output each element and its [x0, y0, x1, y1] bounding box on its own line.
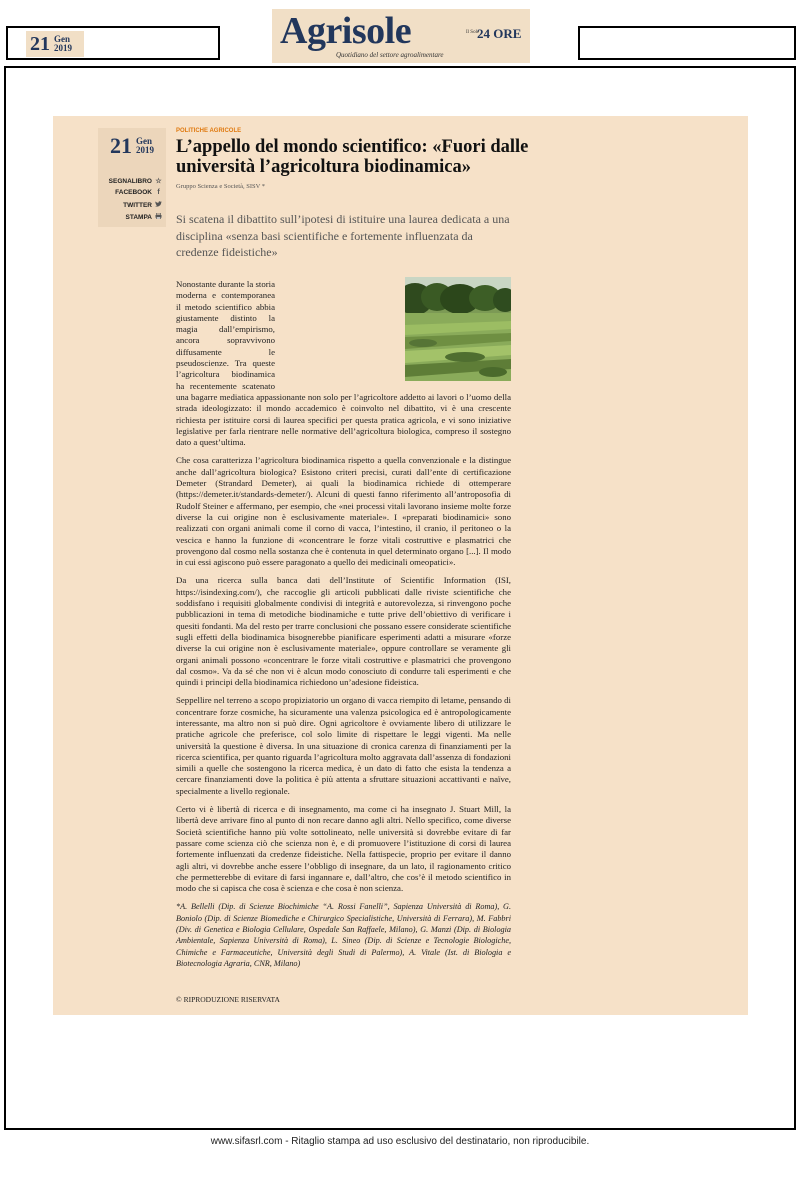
sidebar-day: 21 — [110, 133, 132, 158]
article-paragraph: Che cosa caratterizza l’agricoltura biodinamica rispetto a quella convenzionale e la distingue anche dall’agricoltura biologica? Esistono criteri precisi, curati dall’ente di certificazione Demeter (Strandard Demeter), ai quali la biodinamica richiede di ottemperare (https://demeter.it/standards-demeter/). Alcuni di questi fanno riferimento all’antroposofia di Rudolf Steiner e affermano, per esempio, che «nei processi vitali lavorano insieme molte forze diverse la cui origine non è esclusivamente materiale». I «preparati biodinamici» sono realizzati con organi animali come il corno di vacca, l’intestino, il cranio, il peritoneo o la vescica e hanno la funzione di «concentrare le forze vitali costruttive e plasmatrici che provengono dal cosmo nella sostanza che è contenuta in quel determinato organo [...]. Il modo in cui essi agiscono può essere paragonato a quello dei medicinali omeopatici». — [176, 455, 511, 568]
share-bookmark[interactable] — [109, 177, 162, 185]
article-body — [176, 279, 511, 976]
article-paragraph: Certo vi è libertà di ricerca e di insegnamento, ma come ci ha insegnato J. Stuart Mill, la libertà deve arrivare fino al punto di non recare danno agli altri. Nello specifico, come diverse Società scientifiche hanno più volte sottolineato, nelle università si dovrebbe evitare di far passare come scienza ciò che scienza non è, e di promuovere l’istituzione di corsi di laurea fortemente influenzati da credenze fideistiche. Nella fattispecie, proprio per evitare il danno agli altri, vi dovrebbe anche essere l’obbligo di insegnare, da un lato, il ragionamento critico che permetterebbe di evitare di farsi ingannare e, dall’altro, che cos’è il metodo scientifico in modo che si capisca che cosa è scienza e che cosa è non scienza. — [176, 804, 511, 894]
article-footnote: *A. Bellelli (Dip. di Scienze Biochimiche “A. Rossi Fanelli”, Sapienza Università di Roma), G. Boniolo (Dip. di Scienze Biomediche e Chirurgico Specialistiche, Università di Ferrara), M. Fabbri (Div. di Genetica e Biologia Cellulare, Ospedale San Raffaele, Milano), G. Manzi (Dip. di Biologia Ambientale, Sapienza Università di Roma), L. Sineo (Dip. di Scienze e Tecnologie Biologiche, Chimiche e Farmaceutiche, Università degli Studi di Palermo), A. Vitale (Ist. di Biologia e Biotecnologia Agraria, CNR, Milano) — [176, 902, 511, 968]
article-paragraph: Nonostante durante la storia moderna e contemporanea il metodo scientifico abbia giustamente distinto la magia dall’empirismo, ancora sopravvivono diffusamente le pseudoscienze. Tra queste l’agricoltura biodinamica ha recentemente scatenato una bagarre mediatica appassionante non solo per l’agricoltore addetto ai lavori o l’uomo della strada ideologizzato: il mondo accademico è coinvolto nel dibattito, vi è una crescente richiesta per istituire corsi di laurea specifici per questa pratica agricola, e vi sono iniziative legislative per farla rientrare nelle normative dell’agricoltura biologica, compreso il sostegno dato a quest’ultima. — [176, 279, 511, 448]
share-print[interactable] — [126, 213, 162, 221]
photo-float-spacer — [275, 279, 511, 381]
print-icon — [155, 213, 162, 221]
sidebar-date — [110, 135, 154, 157]
header-date-badge — [26, 31, 84, 57]
header-month: Gen — [54, 33, 71, 44]
page-footer: www.sifasrl.com - Ritaglio stampa ad uso esclusivo del destinatario, non riproducibile. — [210, 1136, 590, 1147]
article-paragraph: Da una ricerca sulla banca dati dell’Institute of Scientific Information (ISI, https://isindexing.com/), che raccoglie gli articoli pubblicati dalle riviste scientifiche che soddisfano i requisiti globalmente condivisi di integrità e autorevolezza, si rinvengono poche pubblicazioni in tema di metodiche biodinamiche e tutte prive dell’obiettivo di verificare i quesiti fondanti. Ma del resto per trarre conclusioni che possano essere considerate scientifiche sugli effetti della biodinamica bisognerebbe pianificare esperimenti adatti a misurare «forze diverse la cui origine non è esclusivamente materiale», oppure controllare se veramente gli organi animali possono «concentrare le forze vitali costruttive e plasmatrici che provengono dal cosmo». Va da sé che non vi è alcun modo conosciuto di condurre tali esperimenti e che quindi i principi della biodinamica richiedono un’adesione fideistica. — [176, 575, 511, 688]
sidebar-month: Gen — [136, 136, 153, 146]
share-twitter-label: TWITTER — [123, 201, 152, 209]
header-right-box — [578, 26, 796, 60]
share-facebook-label: FACEBOOK — [115, 189, 152, 196]
header-month-year — [54, 35, 72, 54]
bookmark-icon: ☆ — [155, 178, 162, 185]
masthead-title: Agrisole — [280, 10, 412, 52]
share-facebook[interactable] — [115, 189, 162, 196]
header-day: 21 — [30, 33, 50, 55]
article-sidebar — [98, 128, 166, 227]
share-twitter[interactable] — [123, 201, 162, 209]
article-summary: Si scatena il dibattito sull’ipotesi di istituire una laurea dedicata a una disciplina «senza basi scientifiche e fortemente influenzata da credenze fideistiche» — [176, 212, 510, 259]
sidebar-month-year — [136, 135, 154, 156]
article-copyright: © RIPRODUZIONE RISERVATA — [176, 995, 280, 1004]
article-headline: L’appello del mondo scientifico: «Fuori dalle università l’agricoltura biodinamica» — [176, 137, 529, 177]
masthead-brand-prefix: Il Sole — [466, 30, 480, 35]
header-year: 2019 — [54, 43, 72, 53]
article-paragraph: Seppellire nel terreno a scopo propiziatorio un organo di vacca riempito di letame, pensando di concentrare forze cosmiche, ha sicuramente una valenza psicologica ed è antropologicamente interessante, ma altro non si può dire. Ogni agricoltore è ovviamente libero di utilizzare le pratiche agricole che preferisce, col solo limite di rispettare le leggi vigenti. Ma nelle università la questione è diversa. In una situazione di cronica carenza di finanziamenti per la ricerca scientifica, per quanto riguarda l’agricoltura molto aggravata dall’assenza di fondazioni simili a quelle che sostengono la ricerca medica, è un dato di fatto che esista la tendenza a cercare finanziamenti dove la politica è più attenta a sfruttare situazioni accattivanti e naïve, specialmente a livello regionale. — [176, 695, 511, 796]
masthead-brand: 24 ORE — [477, 26, 522, 41]
share-print-label: STAMPA — [125, 213, 152, 221]
article-kicker: POLITICHE AGRICOLE — [176, 128, 242, 134]
masthead — [272, 9, 530, 63]
masthead-subtitle: Quotidiano del settore agroalimentare — [336, 51, 444, 59]
sidebar-year: 2019 — [136, 145, 154, 156]
share-bookmark-label: SEGNALIBRO — [108, 177, 152, 185]
twitter-icon — [155, 201, 162, 209]
facebook-icon: f — [157, 189, 160, 196]
article-byline: Gruppo Scienza e Società, SISV * — [176, 183, 266, 190]
header-date-box — [6, 26, 220, 60]
